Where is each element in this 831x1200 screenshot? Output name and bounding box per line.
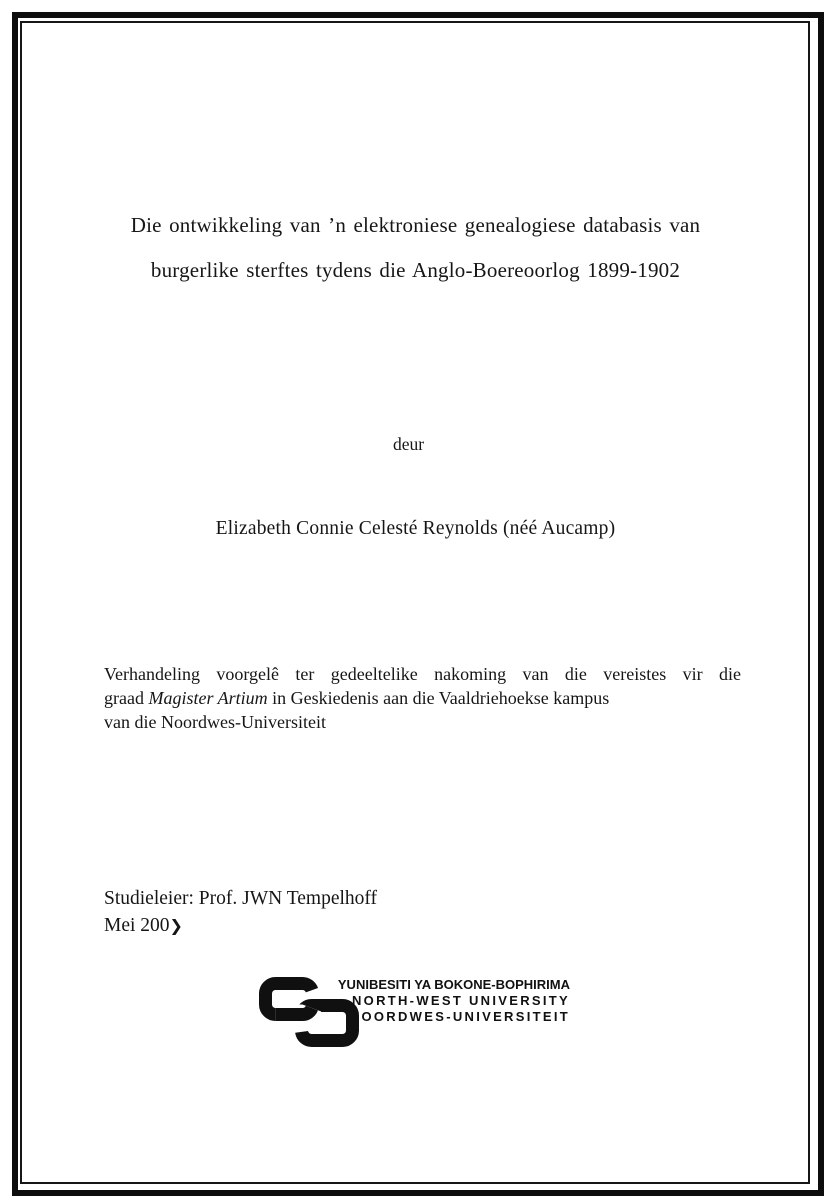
submission-line3: van die Noordwes-Universiteit [104,712,326,733]
supervisor-line: Studieleier: Prof. JWN Tempelhoff [104,888,378,909]
thesis-title-line2: burgerlike sterftes tydens die Anglo-Boereoorlog 1899-1902 [150,258,681,282]
supervisor-block [104,886,377,939]
logo-line-afrikaans: NOORDWES-UNIVERSITEIT [349,1008,570,1024]
submission-line2-prefix: graad [104,688,144,709]
degree-name: Magister Artium [148,688,268,709]
author-name: Elizabeth Connie Celesté Reynolds (néé Aucamp) [215,518,616,539]
thesis-title [60,203,771,293]
submission-statement [104,662,741,735]
date-line [104,913,377,940]
logo-line-setswana: YUNIBESITI YA BOKONE-BOPHIRIMA [337,977,570,992]
thesis-title-line1: Die ontwikkeling van ’n elektroniese genealogiese databasis van [130,213,701,237]
nwu-logo-text [338,977,570,1024]
date-text: Mei 200 [104,914,170,936]
logo-line-english: NORTH-WEST UNIVERSITY [351,992,570,1008]
submission-line2-suffix: in Geskiedenis aan die Vaaldriehoekse kampus [272,688,610,709]
submission-line2 [104,686,741,710]
submission-line1: Verhandeling voorgelê ter gedeeltelike nakoming van die vereistes vir die [104,664,741,684]
byline-deur: deur [392,434,425,454]
date-seven-glyph: ❯ [169,915,183,935]
